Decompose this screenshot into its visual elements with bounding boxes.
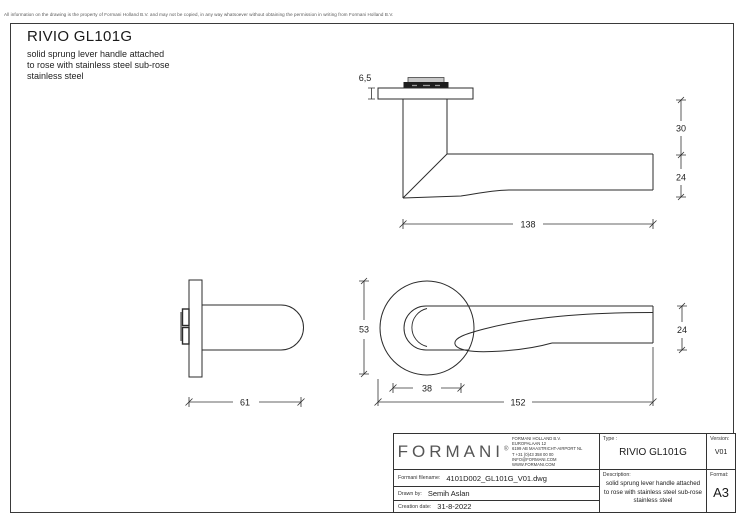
filename-row — [394, 470, 599, 487]
side-view-drawing — [181, 280, 304, 377]
description-line: to rose with stainless steel sub-rose — [27, 60, 170, 70]
format-value: A3 — [713, 485, 730, 500]
neck-capsule — [404, 306, 468, 350]
address-line: 6199 AB MAASTRICHT-AIRPORT NL — [512, 446, 583, 452]
copyright-disclaimer: All information on the drawing is the property of Formani Holland B.V. and may not be copied, in any way whatsoever without obtaining the permission in writing from Formani Holland B.V. — [4, 12, 394, 17]
address-line: WWW.FORMANI.COM — [512, 461, 556, 467]
dim-line-6-5 — [368, 88, 375, 99]
neck-chamfer — [403, 154, 447, 198]
spring-cap — [408, 78, 444, 83]
version-label: Version: — [710, 436, 730, 442]
brand-name: FORMANI — [397, 441, 504, 461]
rose-top — [378, 88, 473, 99]
page-title: RIVIO GL101G — [27, 28, 133, 45]
description-line: solid sprung lever handle attached — [605, 480, 701, 487]
drawn-by-value: Semih Aslan — [427, 489, 470, 498]
top-view-drawing — [378, 78, 653, 199]
creation-date-row — [394, 501, 599, 512]
drawn-by-label: Drawn by: — [398, 490, 422, 497]
rose-side — [189, 280, 202, 377]
address-line: EUROPALAAN 12 — [512, 441, 547, 447]
front-view-dimension-lines — [359, 278, 687, 406]
company-address — [512, 436, 598, 467]
description-line: stainless steel — [633, 497, 673, 505]
description-line: stainless steel — [27, 71, 84, 81]
version-cell — [706, 434, 735, 469]
address-line: FORMANI HOLLAND B.V. — [512, 435, 561, 441]
formani-logo — [394, 442, 512, 462]
creation-date-label: Creation date: — [398, 503, 432, 510]
filename-label: Formani filename: — [398, 475, 441, 481]
lever-bottom-edge — [403, 190, 653, 198]
title-block-body — [394, 470, 735, 512]
file-info-column — [394, 470, 599, 512]
description-text — [600, 480, 706, 506]
dim-line-30-24 — [676, 97, 686, 200]
type-label: Type : — [602, 436, 618, 442]
front-view-drawing — [380, 281, 653, 375]
address-line: INFO@FORMANI.COM — [512, 456, 557, 462]
sub-rose-mechanism-upper — [183, 309, 190, 326]
address-line: T +31 (0)43 358 00 00 — [512, 451, 554, 457]
description-cell — [599, 470, 706, 512]
version-value: V01 — [714, 449, 728, 456]
description-line: solid sprung lever handle attached — [27, 49, 165, 59]
lever-top-right-edge — [447, 154, 653, 190]
title-block-row-brand — [394, 434, 735, 470]
rose-front — [380, 281, 474, 375]
description-label: Description: — [602, 472, 631, 478]
dim-label-rose-diameter: 53 — [358, 324, 370, 335]
brand-cell — [394, 434, 599, 469]
sub-rose-mechanism-lower — [183, 328, 190, 345]
dim-label-rose-thickness: 6,5 — [358, 73, 372, 83]
dim-label-lever-height: 24 — [676, 325, 688, 335]
grip-bar — [460, 306, 653, 343]
dim-label-lever-depth: 24 — [675, 172, 687, 183]
top-view-dimension-lines — [368, 88, 686, 229]
type-value: RIVIO GL101G — [619, 447, 687, 458]
lever-side-profile — [202, 305, 304, 350]
filename-value: 4101D002_GL101G_V01.dwg — [446, 473, 547, 483]
dim-label-neck-height: 30 — [675, 123, 687, 134]
format-label: Format: — [710, 472, 729, 478]
dim-label-lever-length: 138 — [520, 219, 536, 230]
format-cell — [706, 470, 735, 512]
description-line: to rose with stainless steel sub-rose — [603, 488, 702, 496]
grip-contour — [455, 313, 653, 352]
neck-edges — [403, 99, 447, 198]
dim-label-neck-width: 38 — [421, 383, 433, 394]
creation-date-value: 31-8-2022 — [437, 502, 472, 511]
title-block — [393, 433, 736, 513]
neck-shading-line — [412, 309, 427, 347]
dim-label-side-projection: 61 — [239, 397, 251, 408]
registered-mark: ® — [503, 445, 509, 452]
type-cell — [599, 434, 706, 469]
drawn-by-row — [394, 487, 599, 501]
dim-label-overall-length: 152 — [510, 397, 526, 408]
